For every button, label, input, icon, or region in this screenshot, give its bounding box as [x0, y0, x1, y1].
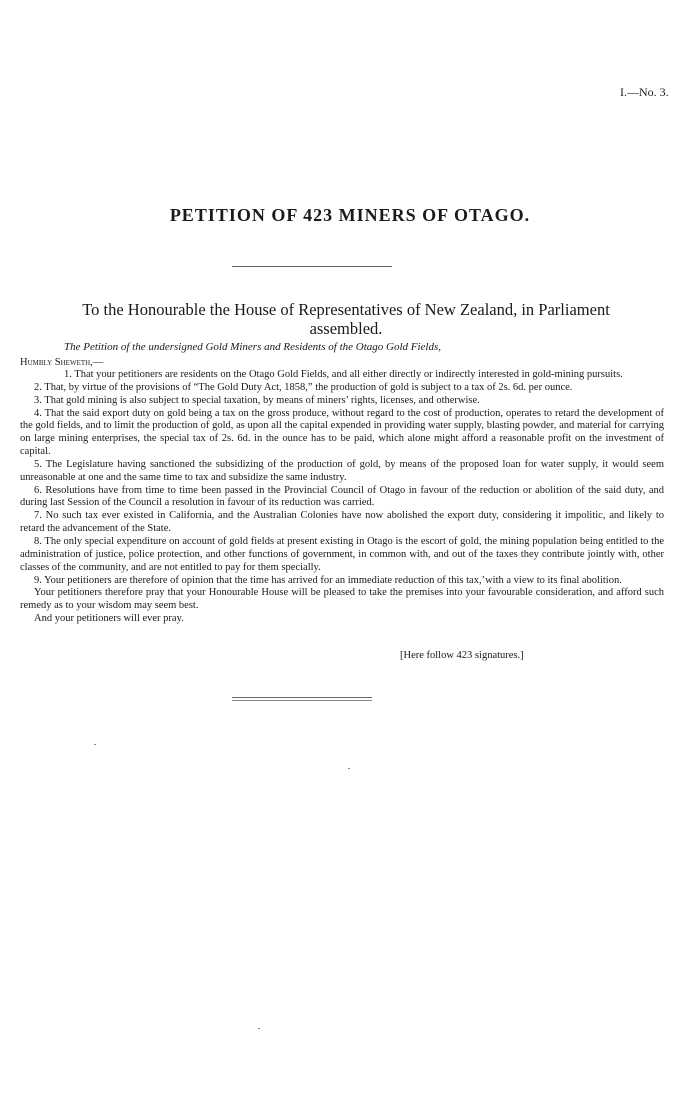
paragraph: 5. The Legislature having sanctioned the subsidizing of the production of gold, by means of the proposed loan for water supply, it would seem unreasonable at one and the same time to tax and subsidize the same industry.: [20, 458, 664, 483]
signatures-note: [Here follow 423 signatures.]: [400, 650, 524, 661]
paragraph: 8. The only special expenditure on account of gold fields at present existing in Otago is the escort of gold, the mining population being entitled to the administration of justice, police protection, and other functions of government, in common with, and out of the taxes they contribute jointly with, other classes of the community, and are not entitled to pay for them specially.: [20, 535, 664, 573]
paragraph: 3. That gold mining is also subject to special taxation, by means of miners’ rights, licenses, and otherwise.: [34, 394, 480, 406]
ink-speck: [94, 744, 96, 745]
ink-speck: [348, 768, 350, 769]
paragraph: Your petitioners therefore pray that your Honourable House will be pleased to take the premises into your favourable consideration, and afford such remedy as to your wisdom may seem best.: [20, 587, 664, 612]
paragraph: 4. That the said export duty on gold being a tax on the gross produce, without regard to the cost of production, operates to retard the development of the gold fields, and to limit the production of gold, as upon all the capital expended in providing water supply, blasting powder, and material for carrying on large mining enterprises, the special tax of 2s. 6d. in the ounce has to be paid, which alone might afford a reasonable profit on the investment of capital.: [20, 407, 664, 458]
document-reference: I.—No. 3.: [620, 85, 669, 99]
salutation: Humbly Sheweth,—: [20, 357, 104, 368]
paragraph: 9. Your petitioners are therefore of opinion that the time has arrived for an immediate reduction of this tax,’with a view to its final abolition.: [34, 574, 622, 586]
paragraph: 2. That, by virtue of the provisions of “The Gold Duty Act, 1858,” the production of gold is subject to a tax of 2s. 6d. per ounce.: [34, 381, 573, 393]
paragraph: 1. That your petitioners are residents on the Otago Gold Fields, and all either directly or indirectly interested in gold-mining pursuits.: [64, 369, 623, 380]
page-title: PETITION OF 423 MINERS OF OTAGO.: [169, 205, 531, 225]
paragraph: And your petitioners will ever pray.: [34, 613, 184, 625]
ink-speck: [258, 1028, 260, 1029]
petition-body: [20, 369, 664, 626]
title-divider: [232, 266, 392, 267]
paragraph: 7. No such tax ever existed in California, and the Australian Colonies have now abolished the export duty, considering it impolitic, and likely to retard the advancement of the State.: [20, 510, 664, 535]
paragraph: 6. Resolutions have from time to time been passed in the Provincial Council of Otago in favour of the reduction or abolition of the said duty, and during last Session of the Council a resolution in favour of its reduction was carried.: [20, 484, 664, 509]
closing-divider: [232, 697, 372, 698]
petition-preamble: The Petition of the undersigned Gold Miners and Residents of the Otago Gold Fields,: [64, 341, 442, 353]
petition-address: To the Honourable the House of Representatives of New Zealand, in Parliament assembled.: [82, 300, 610, 338]
